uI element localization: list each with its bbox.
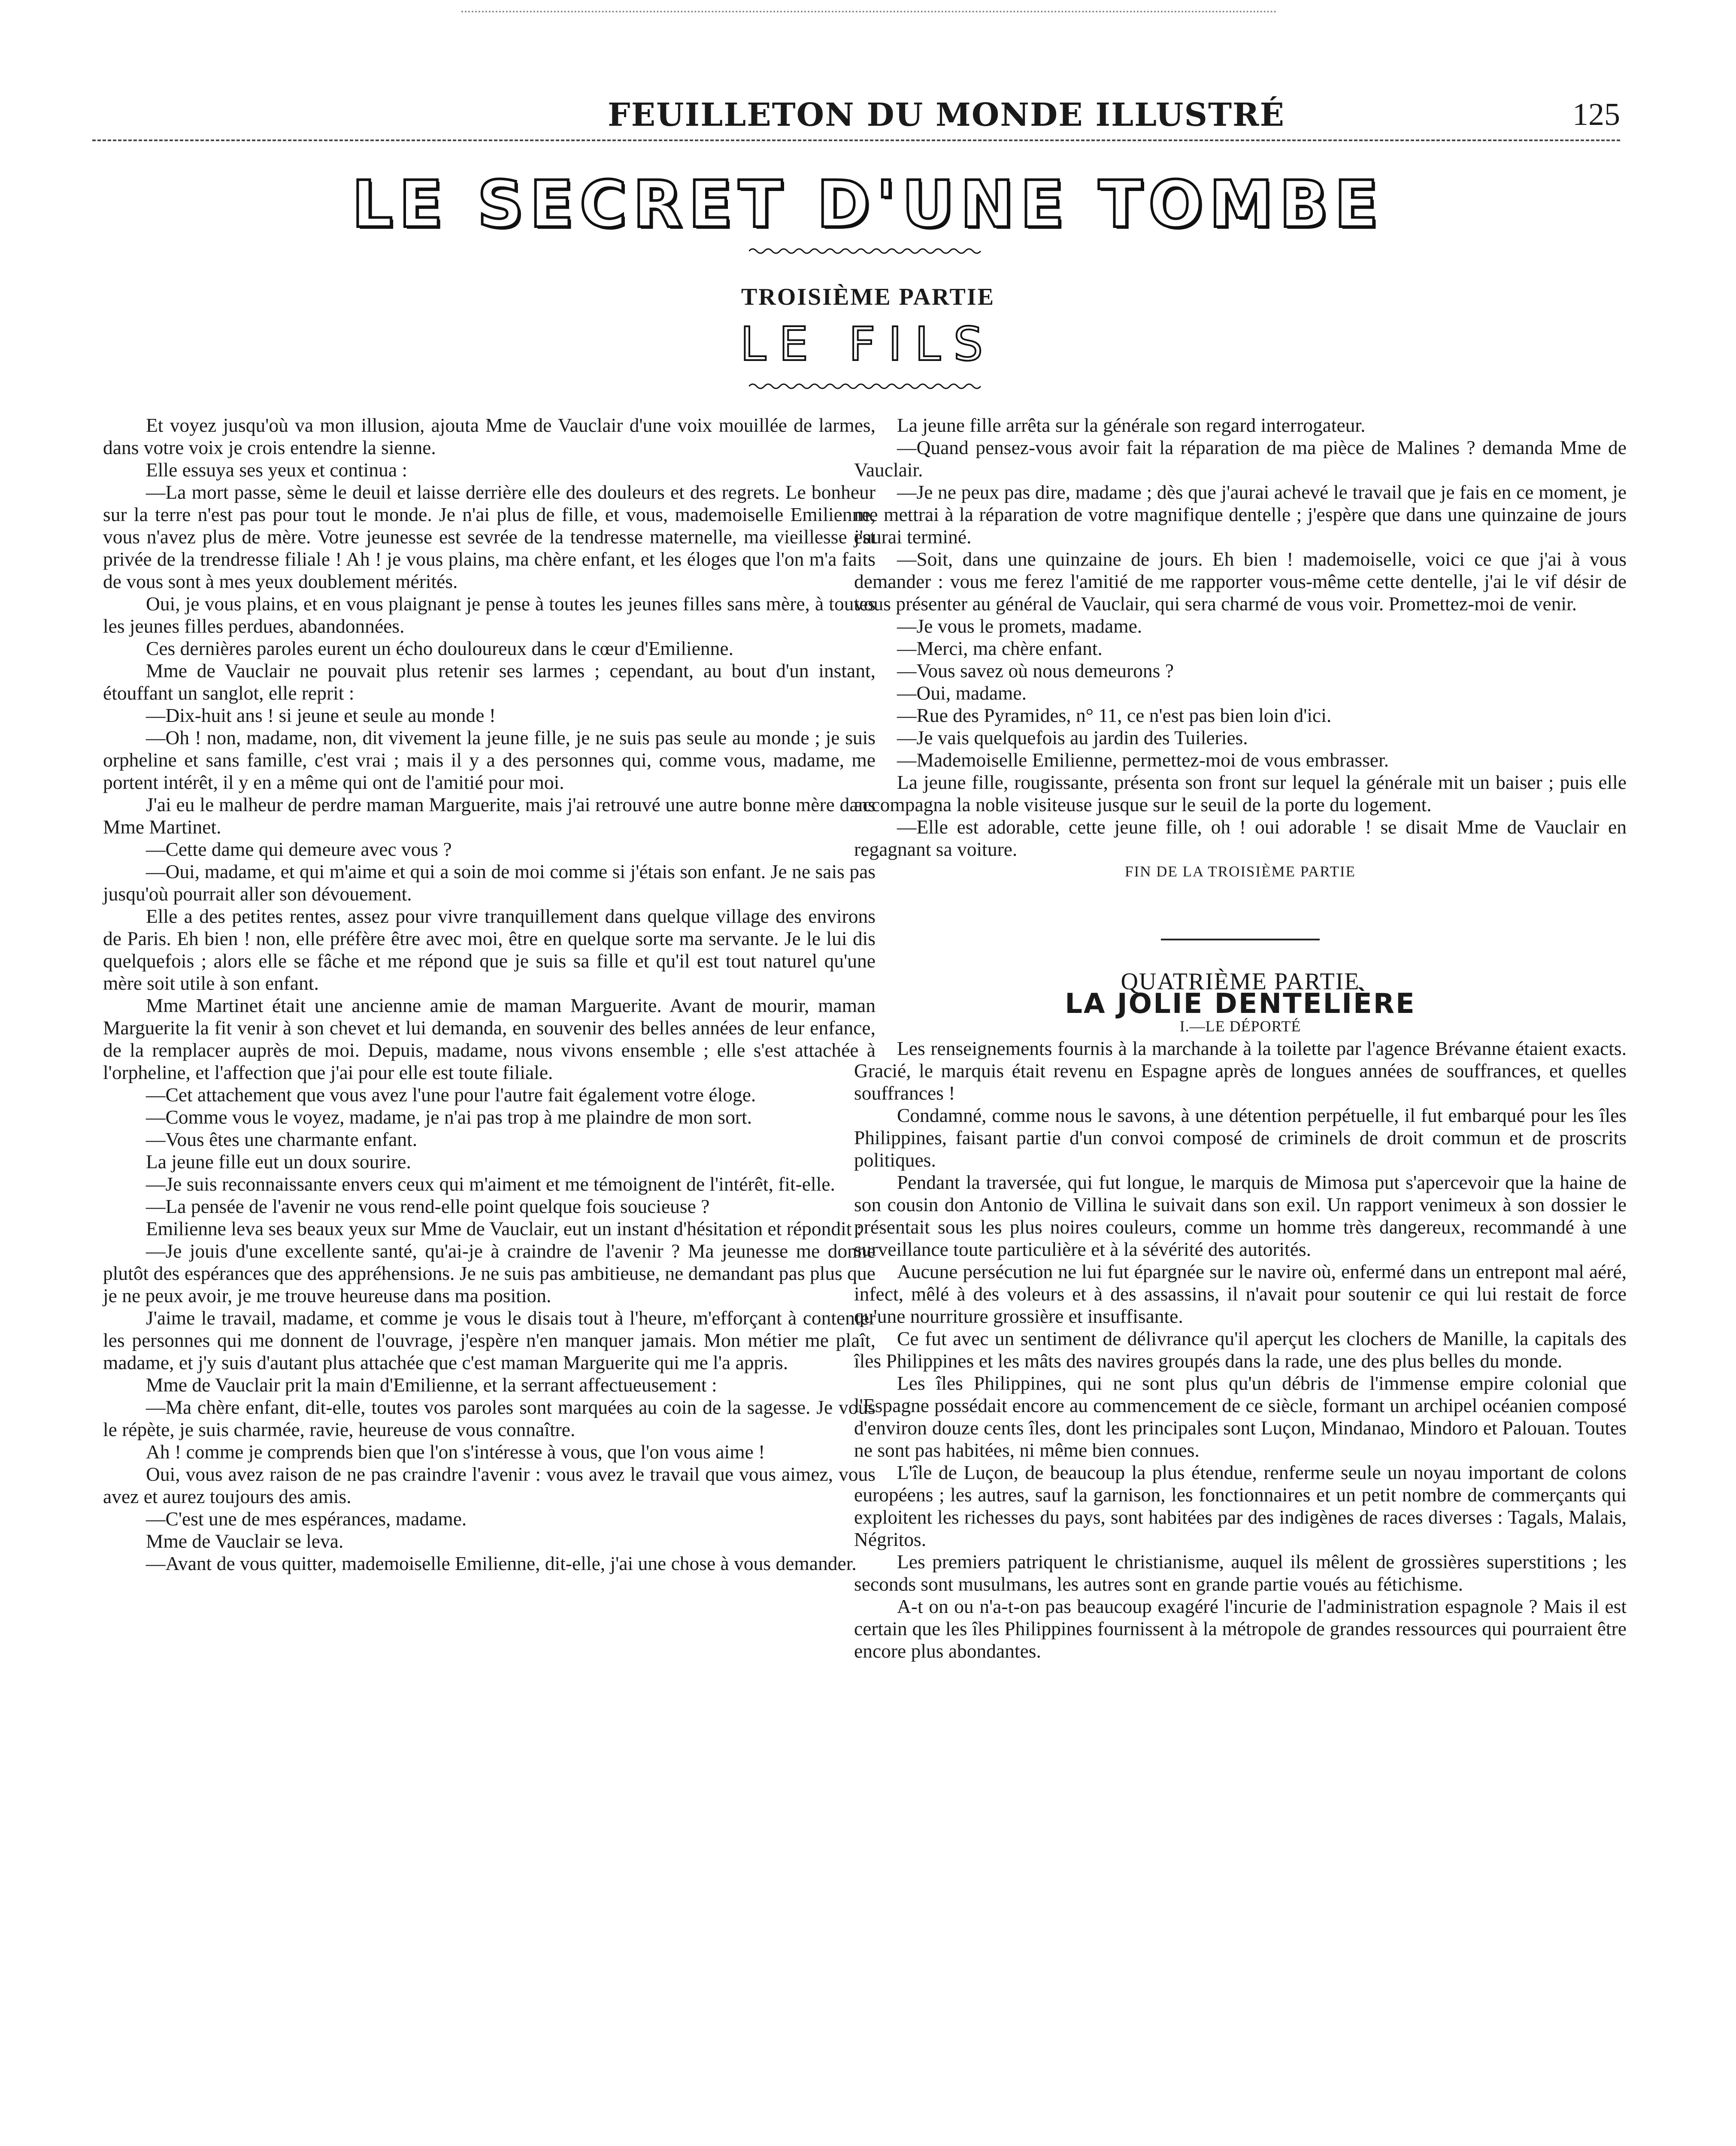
paragraph: —Merci, ma chère enfant.	[897, 637, 1103, 659]
paragraph: —Je vais quelquefois au jardin des Tuileries.	[897, 727, 1248, 749]
wave-ornament-bottom	[749, 382, 983, 391]
paragraph: —Oh ! non, madame, non, dit vivement la jeune fille, je ne suis pas seule au monde ; je suis orpheline et sans famille, c'est vrai ; mais il y a des personnes qui, comme vous, madame, me portent intérêt, il y en a même qui ont de l'amitié pour moi.	[103, 727, 876, 793]
paragraph: —Comme vous le voyez, madame, je n'ai pas trop à me plaindre de mon sort.	[146, 1106, 752, 1128]
paragraph: Ces dernières paroles eurent un écho douloureux dans le cœur d'Emilienne.	[146, 637, 733, 659]
paragraph: —Rue des Pyramides, n° 11, ce n'est pas bien loin d'ici.	[897, 704, 1332, 726]
paragraph: Aucune persécution ne lui fut épargnée sur le navire où, enfermé dans un entrepont mal aéré, infect, mêlé à des voleurs et à des assassins, il n'avait pour soutenir ce qui lui restait de force qu'une nourriture grossière et insuffisante.	[854, 1261, 1627, 1327]
paragraph: La jeune fille eut un doux sourire.	[146, 1151, 411, 1173]
part-three-title: LE FILS	[740, 318, 996, 371]
paragraph: Oui, je vous plains, et en vous plaignant je pense à toutes les jeunes filles sans mère, à toutes les jeunes filles perdues, abandonnées.	[103, 593, 876, 637]
paragraph: Elle a des petites rentes, assez pour vivre tranquillement dans quelque village des environs de Paris. Eh bien ! non, elle préfère être avec moi, être en quelque sorte ma servante. Je le lui dis quelquefois ; alors elle se fâche et me répond que je suis sa fille et qu'il est tout naturel qu'une mère soit utile à son enfant.	[103, 905, 876, 994]
wave-ornament-top	[749, 247, 983, 255]
right-column-part-three	[854, 414, 1627, 861]
part-four-title: LA JOLIE DENTELIÈRE	[1065, 988, 1416, 1020]
running-header	[92, 97, 1620, 144]
scan-speckle-top	[461, 11, 1277, 20]
paragraph: —Avant de vous quitter, mademoiselle Emilienne, dit-elle, j'ai une chose à vous demander.	[146, 1552, 857, 1574]
paragraph: Emilienne leva ses beaux yeux sur Mme de Vauclair, eut un instant d'hésitation et répondit :	[146, 1218, 862, 1240]
paragraph: —Oui, madame, et qui m'aime et qui a soin de moi comme si j'étais son enfant. Je ne sais pas jusqu'où pourrait aller son dévouement.	[103, 861, 876, 905]
paragraph: —Soit, dans une quinzaine de jours. Eh bien ! mademoiselle, voici ce que j'ai à vous demander : vous me ferez l'amitié de me rapporter vous-même cette dentelle, j'ai le vif désir de vous présenter au général de Vauclair, qui sera charmé de vous voir. Promettez-moi de venir.	[854, 548, 1627, 615]
paragraph: —Je jouis d'une excellente santé, qu'ai-je à craindre de l'avenir ? Ma jeunesse me donne plutôt des espérances que des appréhensions. Je ne suis pas ambitieuse, ne demandant pas plus que je ne peux avoir, je me trouve heureuse dans ma position.	[103, 1240, 876, 1306]
paragraph: —Ma chère enfant, dit-elle, toutes vos paroles sont marquées au coin de la sagesse. Je vous le répète, je suis charmée, ravie, heureuse de vous connaître.	[103, 1396, 876, 1440]
paragraph: —Quand pensez-vous avoir fait la réparation de ma pièce de Malines ? demanda Mme de Vauclair.	[854, 436, 1627, 481]
paragraph: —Vous savez où nous demeurons ?	[897, 660, 1174, 682]
story-title: LE SECRET D'UNE TOMBE	[351, 167, 1385, 242]
paragraph: —Je ne peux pas dire, madame ; dès que j'aurai achevé le travail que je fais en ce moment, je me mettrai à la réparation de votre magnifique dentelle ; j'espère que dans une quinzaine de jours j'aurai terminé.	[854, 481, 1627, 548]
paragraph: —Vous êtes une charmante enfant.	[146, 1128, 418, 1150]
paragraph: —Cet attachement que vous avez l'une pour l'autre fait également votre éloge.	[146, 1084, 756, 1106]
paragraph: A-t on ou n'a-t-on pas beaucoup exagéré l'incurie de l'administration espagnole ? Mais il est certain que les îles Philippines fournissent à la métropole de grandes ressources qui pourraient être encore plus abondantes.	[854, 1595, 1627, 1662]
paragraph: J'ai eu le malheur de perdre maman Marguerite, mais j'ai retrouvé une autre bonne mère dans Mme Martinet.	[103, 794, 876, 838]
paragraph: Les îles Philippines, qui ne sont plus qu'un débris de l'immense empire colonial que l'Espagne possédait encore au commencement de ce siècle, formant un archipel océanien composé d'environ douze cents îles, dont les principales sont Luçon, Mindanao, Mindoro et Palouan. Toutes ne sont pas habitées, ni même bien connues.	[854, 1372, 1627, 1461]
paragraph: Mme Martinet était une ancienne amie de maman Marguerite. Avant de mourir, maman Marguerite la fit venir à son chevet et lui demanda, en souvenir des belles années de leur enfance, de la remplacer auprès de moi. Depuis, madame, nous vivons ensemble ; elle s'est attachée à l'orpheline, et l'affection que j'ai pour elle est toute filiale.	[103, 994, 876, 1083]
section-separator	[1161, 939, 1320, 940]
paragraph: —C'est une de mes espérances, madame.	[146, 1508, 467, 1530]
paragraph: —Mademoiselle Emilienne, permettez-moi de vous embrasser.	[897, 749, 1389, 771]
paragraph: Et voyez jusqu'où va mon illusion, ajouta Mme de Vauclair d'une voix mouillée de larmes, dans votre voix je crois entendre la sienne.	[103, 414, 876, 458]
paragraph: —Je suis reconnaissante envers ceux qui m'aiment et me témoignent de l'intérêt, fit-elle.	[146, 1173, 835, 1195]
paragraph: Mme de Vauclair prit la main d'Emilienne, et la serrant affectueusement :	[146, 1374, 717, 1396]
chapter-title: I.—LE DÉPORTÉ	[1179, 1018, 1301, 1035]
part-three-label: TROISIÈME PARTIE	[741, 284, 995, 310]
paragraph: Ah ! comme je comprends bien que l'on s'intéresse à vous, que l'on vous aime !	[146, 1441, 765, 1463]
paragraph: Mme de Vauclair ne pouvait plus retenir ses larmes ; cependant, au bout d'un instant, étouffant un sanglot, elle reprit :	[103, 660, 876, 704]
paragraph: J'aime le travail, madame, et comme je vous le disais tout à l'heure, m'efforçant à contenter les personnes qui me donnent de l'ouvrage, j'espère n'en manquer jamais. Mon métier me plaît, madame, et j'y suis d'autant plus attachée que c'est maman Marguerite qui me l'a appris.	[103, 1307, 876, 1373]
end-of-part-note: FIN DE LA TROISIÈME PARTIE	[1125, 863, 1356, 880]
paragraph: Condamné, comme nous le savons, à une détention perpétuelle, il fut embarqué pour les îles Philippines, faisant partie d'un convoi composé de criminels de droit commun et de proscrits politiques.	[854, 1104, 1627, 1171]
part-four-label: QUATRIÈME PARTIE	[1121, 968, 1360, 995]
paragraph: —Dix-huit ans ! si jeune et seule au monde !	[146, 704, 496, 726]
paragraph: —Elle est adorable, cette jeune fille, oh ! oui adorable ! se disait Mme de Vauclair en regagnant sa voiture.	[854, 816, 1627, 860]
paragraph: L'île de Luçon, de beaucoup la plus étendue, renferme seule un noyau important de colons européens ; les autres, sauf la garnison, les fonctionnaires et un petit nombre de commerçants qui exploitent les richesses du pays, sont habitées par des indigènes de races diverses : Tagals, Malais, Négritos.	[854, 1461, 1627, 1550]
right-column-part-four	[854, 1037, 1627, 1662]
paragraph: La jeune fille, rougissante, présenta son front sur lequel la générale mit un baiser ; puis elle accompagna la noble visiteuse jusque sur le seuil de la porte du logement.	[854, 771, 1627, 815]
paragraph: Ce fut avec un sentiment de délivrance qu'il aperçut les clochers de Manille, la capitals des îles Philippines et les mâts des navires groupés dans la rade, une des plus belles du monde.	[854, 1328, 1627, 1372]
paragraph: —Cette dame qui demeure avec vous ?	[146, 838, 452, 860]
paragraph: —Je vous le promets, madame.	[897, 615, 1142, 637]
paragraph: Les premiers patriquent le christianisme, auquel ils mêlent de grossières superstitions ; les seconds sont musulmans, les autres sont en grande partie voués au fétichisme.	[854, 1551, 1627, 1595]
left-column	[103, 414, 876, 1575]
paragraph: —La pensée de l'avenir ne vous rend-elle point quelque fois soucieuse ?	[146, 1195, 710, 1217]
paragraph: —La mort passe, sème le deuil et laisse derrière elle des douleurs et des regrets. Le bonheur sur la terre n'est pas pour tout le monde. Je n'ai plus de fille, et vous, mademoiselle Emilienne, vous n'avez plus de mère. Votre jeunesse est sevrée de la tendresse maternelle, ma vieillesse est privée de la trendresse filiale ! Ah ! je vous plains, ma chère enfant, et les éloges que l'on m'a faits de vous sont à mes yeux doublement mérités.	[103, 481, 876, 592]
page-number: 125	[1572, 97, 1620, 132]
paragraph: Pendant la traversée, qui fut longue, le marquis de Mimosa put s'apercevoir que la haine de son cousin don Antonio de Villina le suivait dans son exil. Un rapport venimeux à son dossier le présentait sous les plus noires couleurs, comme un homme très dangereux, recommandé à une surveillance toute particulière et à la sévérité des autorités.	[854, 1171, 1627, 1260]
right-column	[854, 414, 1627, 1662]
paragraph: Elle essuya ses yeux et continua :	[146, 459, 408, 481]
paragraph: Mme de Vauclair se leva.	[146, 1530, 344, 1552]
running-title: FEUILLETON DU MONDE ILLUSTRÉ	[608, 97, 1285, 133]
paragraph: Les renseignements fournis à la marchande à la toilette par l'agence Brévanne étaient exacts. Gracié, le marquis était revenu en Espagne après de longues années de souffrances, et quelles souffrances !	[854, 1037, 1627, 1104]
paragraph: La jeune fille arrêta sur la générale son regard interrogateur.	[897, 414, 1366, 436]
paragraph: —Oui, madame.	[897, 682, 1027, 704]
header-rule	[92, 139, 1620, 141]
paragraph: Oui, vous avez raison de ne pas craindre l'avenir : vous avez le travail que vous aimez, vous avez et aurez toujours des amis.	[103, 1463, 876, 1507]
